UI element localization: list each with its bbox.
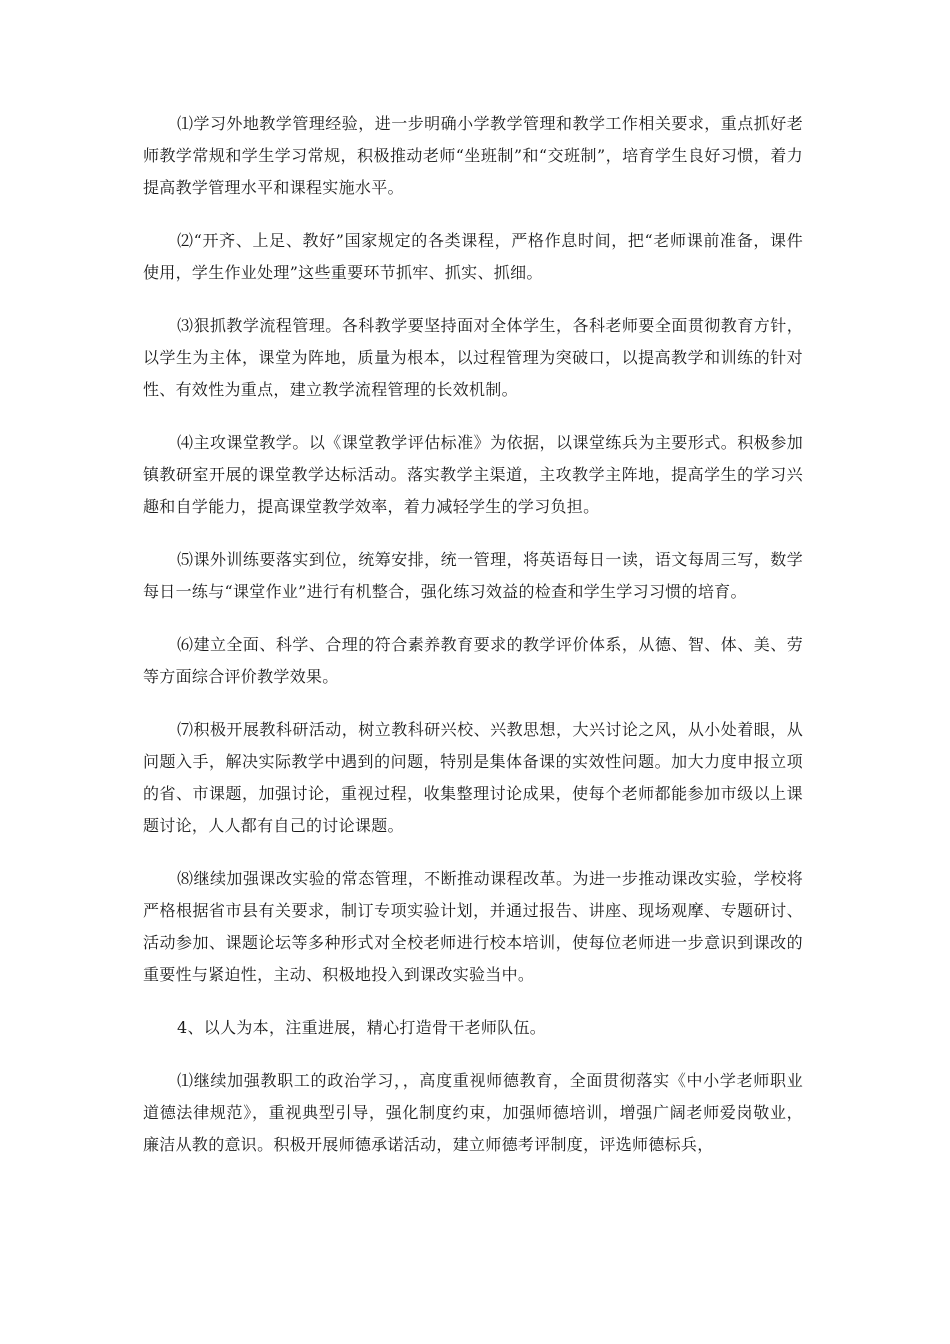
paragraph-6: ⑹建立全面、科学、合理的符合素养教育要求的教学评价体系，从德、智、体、美、劳等方面综合评价教学效果。 — [143, 635, 803, 686]
paragraph-3: ⑶狠抓教学流程管理。各科教学要坚持面对全体学生，各科老师要全面贯彻教育方针，以学生为主体，课堂为阵地，质量为根本，以过程管理为突破口，以提高教学和训练的针对性、有效性为重点，建立教学流程管理的长效机制。 — [143, 316, 803, 399]
paragraph-7: ⑺积极开展教科研活动，树立教科研兴校、兴教思想，大兴讨论之风，从小处着眼，从问题入手，解决实际教学中遇到的问题，特别是集体备课的实效性问题。加大力度申报立项的省、市课题，加强讨论，重视过程，收集整理讨论成果，使每个老师都能参加市级以上课题讨论，人人都有自己的讨论课题。 — [143, 720, 803, 835]
paragraph-1: ⑴学习外地教学管理经验，进一步明确小学教学管理和教学工作相关要求，重点抓好老师教学常规和学生学习常规，积极推动老师“坐班制”和“交班制”，培育学生良好习惯，着力提高教学管理水平和课程实施水平。 — [143, 114, 803, 197]
section-heading: 4、以人为本，注重进展，精心打造骨干老师队伍。 — [177, 1018, 547, 1037]
paragraph-2: ⑵“开齐、上足、教好”国家规定的各类课程，严格作息时间，把“老师课前准备，课件使用，学生作业处理”这些重要环节抓牢、抓实、抓细。 — [143, 231, 803, 282]
document-body — [143, 108, 803, 1182]
paragraph-5: ⑸课外训练要落实到位，统筹安排，统一管理，将英语每日一读，语文每周三写，数学每日一练与“课堂作业”进行有机整合，强化练习效益的检查和学生学习习惯的培育。 — [143, 550, 803, 601]
paragraph-8: ⑻继续加强课改实验的常态管理，不断推动课程改革。为进一步推动课改实验，学校将严格根据省市县有关要求，制订专项实验计划，并通过报告、讲座、现场观摩、专题研讨、活动参加、课题论坛等多种形式对全校老师进行校本培训，使每位老师进一步意识到课改的重要性与紧迫性，主动、积极地投入到课改实验当中。 — [143, 869, 803, 984]
paragraph-4: ⑷主攻课堂教学。以《课堂教学评估标准》为依据，以课堂练兵为主要形式。积极参加镇教研室开展的课堂教学达标活动。落实教学主渠道，主攻教学主阵地，提高学生的学习兴趣和自学能力，提高课堂教学效率，着力减轻学生的学习负担。 — [143, 433, 803, 516]
paragraph-9: ⑴继续加强教职工的政治学习，，高度重视师德教育，全面贯彻落实《中小学老师职业道德法律规范》，重视典型引导，强化制度约束，加强师德培训，增强广阔老师爱岗敬业，廉洁从教的意识。积极开展师德承诺活动，建立师德考评制度，评选师德标兵， — [143, 1071, 803, 1154]
